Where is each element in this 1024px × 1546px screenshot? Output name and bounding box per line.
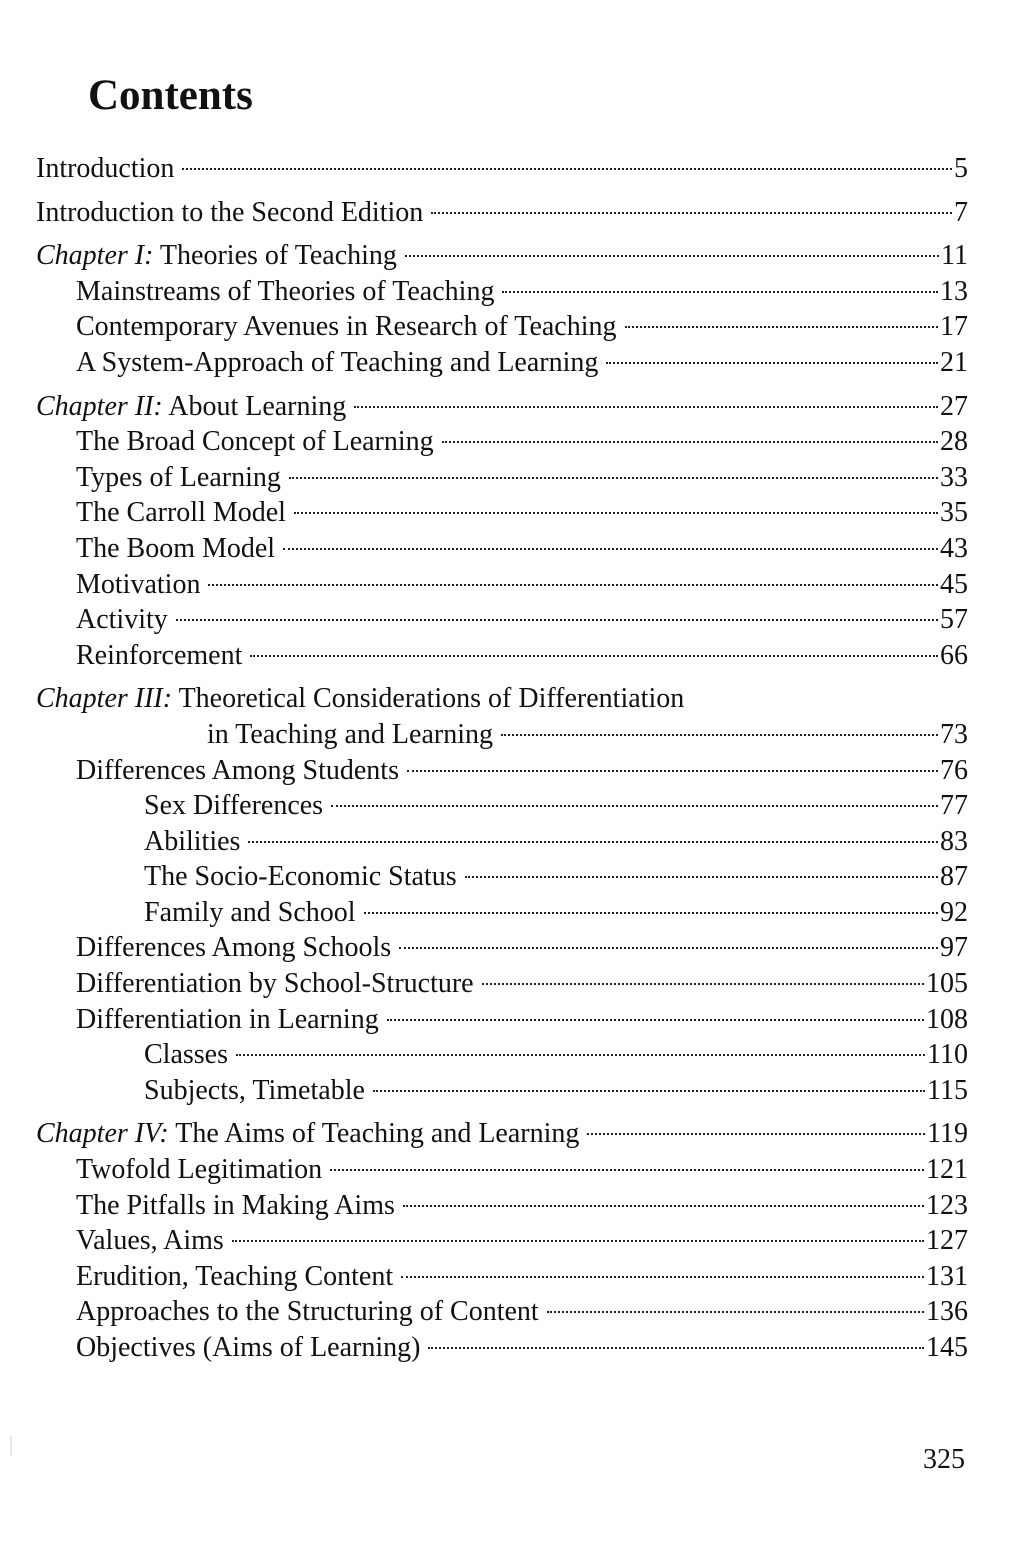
dot-leader xyxy=(364,912,938,914)
dot-leader xyxy=(373,1090,925,1092)
dot-leader xyxy=(232,1240,924,1242)
entry-title: Sex Differences xyxy=(144,790,324,822)
chapter-entry xyxy=(36,681,968,717)
dot-leader xyxy=(502,291,938,293)
entry-title: Approaches to the Structuring of Content xyxy=(76,1296,539,1328)
entry-page-number: 136 xyxy=(926,1296,968,1328)
toc-entry xyxy=(36,1037,968,1073)
entry-page-number: 110 xyxy=(927,1039,968,1071)
entry-title: Abilities xyxy=(144,825,241,857)
dot-leader xyxy=(465,876,938,878)
entry-title: in Teaching and Learning xyxy=(207,718,493,750)
entry-title: Activity xyxy=(76,604,168,636)
entry-title: The Aims of Teaching and Learning xyxy=(168,1118,580,1150)
entry-page-number: 17 xyxy=(940,311,968,343)
dot-leader xyxy=(331,805,938,807)
entry-title: Introduction to the Second Edition xyxy=(36,196,424,228)
dot-leader xyxy=(606,362,938,364)
entry-page-number: 57 xyxy=(940,604,968,636)
entry-page-number: 11 xyxy=(941,240,968,272)
entry-page-number: 66 xyxy=(940,639,968,671)
entry-page-number: 131 xyxy=(926,1260,968,1292)
dot-leader xyxy=(442,441,938,443)
entry-page-number: 92 xyxy=(940,896,968,928)
entry-title: Types of Learning xyxy=(76,461,281,493)
entry-title: Subjects, Timetable xyxy=(144,1074,365,1106)
dot-leader xyxy=(482,983,924,985)
entry-page-number: 5 xyxy=(954,153,968,184)
entry-title: A System-Approach of Teaching and Learning xyxy=(76,346,599,378)
entry-title: Twofold Legitimation xyxy=(76,1154,323,1186)
dot-leader xyxy=(428,1347,924,1349)
page-number: 325 xyxy=(923,1444,965,1475)
toc-entry xyxy=(36,1294,968,1330)
toc-entry xyxy=(36,567,968,603)
chapter-label: Chapter III: xyxy=(36,683,173,715)
entry-page-number: 21 xyxy=(940,346,968,378)
dot-leader xyxy=(330,1169,924,1171)
entry-page-number: 108 xyxy=(926,1003,968,1035)
entry-title: Differentiation by School-Structure xyxy=(76,968,474,1000)
entry-page-number: 83 xyxy=(940,825,968,857)
entry-title: The Broad Concept of Learning xyxy=(76,426,434,458)
toc-entry xyxy=(36,824,968,860)
toc-entry xyxy=(36,195,968,231)
chapter-entry xyxy=(36,238,968,274)
dot-leader xyxy=(405,255,939,257)
entry-page-number: 119 xyxy=(927,1118,968,1150)
chapter-entry xyxy=(36,1116,968,1152)
entry-title: Differences Among Schools xyxy=(76,932,392,964)
dot-leader xyxy=(547,1311,924,1313)
toc-entry xyxy=(36,1188,968,1224)
entry-page-number: 123 xyxy=(926,1189,968,1221)
toc-entry xyxy=(36,345,968,381)
entry-page-number: 13 xyxy=(940,275,968,307)
entry-page-number: 33 xyxy=(940,461,968,493)
entry-title: The Carroll Model xyxy=(76,497,286,529)
toc-entry xyxy=(36,1152,968,1188)
entry-page-number: 7 xyxy=(954,196,968,228)
chapter-entry xyxy=(36,389,968,425)
entry-title: Differentiation in Learning xyxy=(76,1003,379,1035)
dot-leader xyxy=(407,770,938,772)
entry-title: The Boom Model xyxy=(76,532,276,564)
entry-title: Motivation xyxy=(76,568,201,600)
entry-title: The Pitfalls in Making Aims xyxy=(76,1189,395,1221)
dot-leader xyxy=(401,1276,924,1278)
entry-page-number: 73 xyxy=(940,718,968,750)
toc-entry xyxy=(36,966,968,1002)
entry-title: Introduction xyxy=(36,153,175,184)
entry-page-number: 127 xyxy=(926,1225,968,1257)
dot-leader xyxy=(354,406,938,408)
toc-entry xyxy=(36,151,968,187)
toc-entry xyxy=(36,895,968,931)
chapter-label: Chapter I: xyxy=(36,240,154,272)
toc-entry xyxy=(36,424,968,460)
entry-page-number: 76 xyxy=(940,754,968,786)
entry-page-number: 115 xyxy=(927,1074,968,1106)
toc-entry xyxy=(36,930,968,966)
toc-entry xyxy=(36,1330,968,1366)
entry-page-number: 97 xyxy=(940,932,968,964)
toc-entry xyxy=(36,274,968,310)
toc-entry xyxy=(36,1073,968,1109)
entry-page-number: 43 xyxy=(940,532,968,564)
entry-title: Classes xyxy=(144,1039,228,1071)
chapter-label: Chapter IV: xyxy=(36,1118,169,1150)
entry-title: Reinforcement xyxy=(76,639,243,671)
dot-leader xyxy=(176,619,938,621)
entry-title: Erudition, Teaching Content xyxy=(76,1260,394,1292)
dot-leader xyxy=(289,477,938,479)
toc-entry xyxy=(36,309,968,345)
toc-entry xyxy=(36,460,968,496)
entry-page-number: 77 xyxy=(940,790,968,822)
entry-title: Contemporary Avenues in Research of Teaching xyxy=(76,311,617,343)
entry-page-number: 35 xyxy=(940,497,968,529)
entry-title: Family and School xyxy=(144,896,356,928)
entry-title: About Learning xyxy=(162,390,347,422)
dot-leader xyxy=(182,168,952,170)
dot-leader xyxy=(399,947,938,949)
dot-leader xyxy=(431,212,952,214)
entry-title: The Socio-Economic Status xyxy=(144,861,457,893)
toc-entry xyxy=(36,1002,968,1038)
toc-entry xyxy=(36,859,968,895)
toc-entry xyxy=(36,638,968,674)
entry-page-number: 27 xyxy=(940,390,968,422)
toc-entry xyxy=(36,717,968,753)
entry-page-number: 28 xyxy=(940,426,968,458)
toc-entry xyxy=(36,1259,968,1295)
entry-title: Mainstreams of Theories of Teaching xyxy=(76,275,495,307)
toc-entry xyxy=(36,602,968,638)
entry-page-number: 145 xyxy=(926,1332,968,1363)
dot-leader xyxy=(387,1019,924,1021)
scan-mark xyxy=(10,1436,12,1456)
toc-entry xyxy=(36,788,968,824)
dot-leader xyxy=(248,841,938,843)
table-of-contents xyxy=(36,151,968,1366)
entry-page-number: 45 xyxy=(940,568,968,600)
entry-page-number: 87 xyxy=(940,861,968,893)
toc-entry xyxy=(36,495,968,531)
toc-entry xyxy=(36,1223,968,1259)
dot-leader xyxy=(236,1054,925,1056)
dot-leader xyxy=(403,1205,924,1207)
entry-title: Differences Among Students xyxy=(76,754,399,786)
dot-leader xyxy=(250,655,938,657)
chapter-label: Chapter II: xyxy=(36,390,163,422)
dot-leader xyxy=(501,734,938,736)
dot-leader xyxy=(208,584,938,586)
page-title: Contents xyxy=(88,72,253,119)
dot-leader xyxy=(625,326,938,328)
entry-title: Theoretical Considerations of Differentiation xyxy=(172,683,685,715)
dot-leader xyxy=(294,512,938,514)
entry-page-number: 121 xyxy=(926,1154,968,1186)
toc-entry xyxy=(36,531,968,567)
toc-entry xyxy=(36,753,968,789)
entry-title: Values, Aims xyxy=(76,1225,224,1257)
entry-title: Theories of Teaching xyxy=(153,240,397,272)
entry-page-number: 105 xyxy=(926,968,968,1000)
dot-leader xyxy=(283,548,938,550)
dot-leader xyxy=(587,1133,925,1135)
entry-title: Objectives (Aims of Learning) xyxy=(76,1332,421,1363)
